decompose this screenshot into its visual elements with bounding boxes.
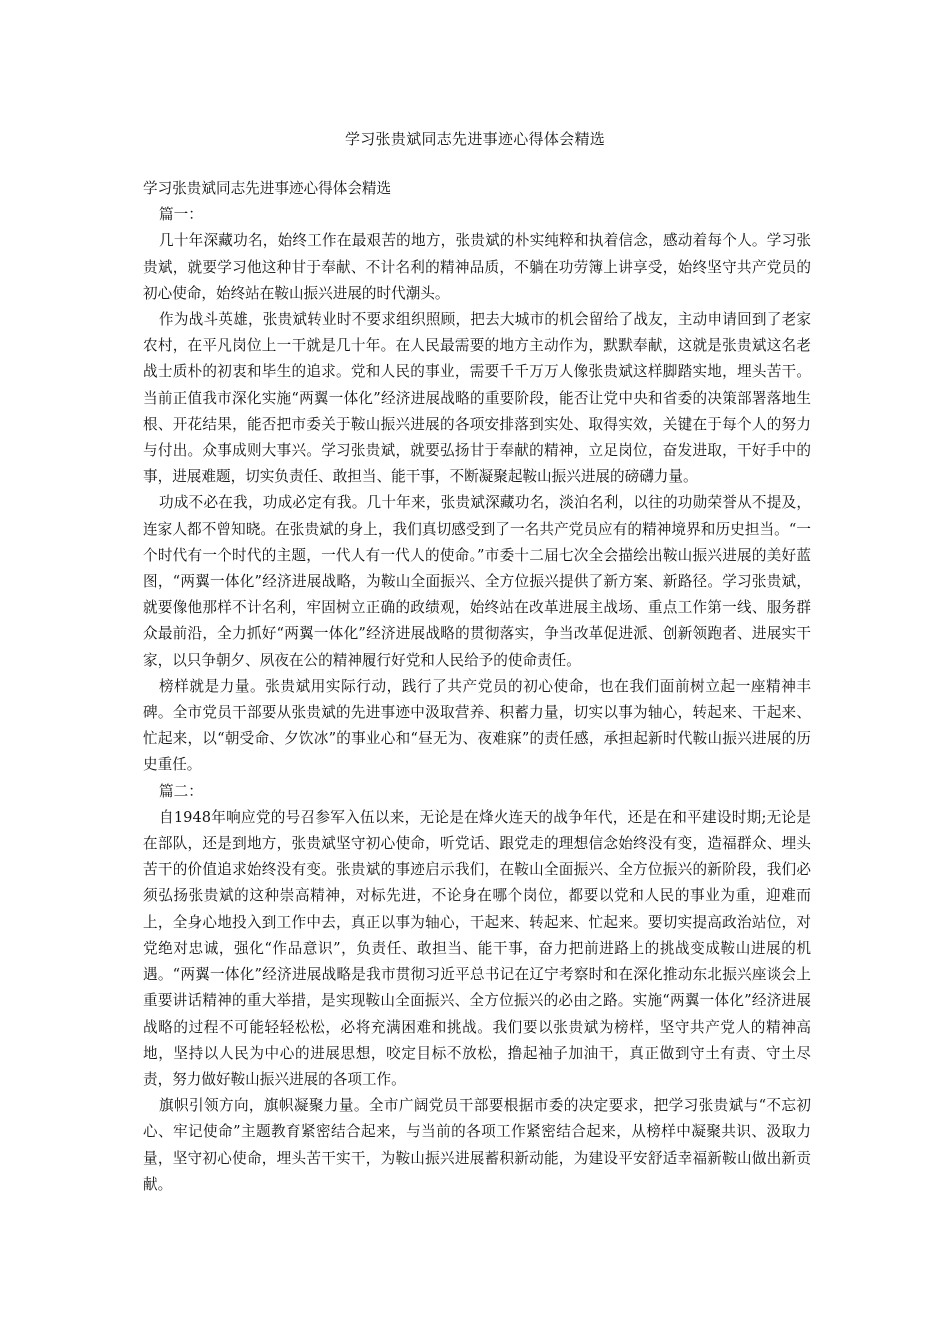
paragraph: 旗帜引领方向，旗帜凝聚力量。全市广阔党员干部要根据市委的决定要求，把学习张贵斌与“不忘初心、牢记使命”主题教育紧密结合起来，与当前的各项工作紧密结合起来，从榜样中凝聚共识、汲取力量，坚守初心使命，埋头苦干实干，为鞍山振兴进展蓄积新动能，为建设平安舒适幸福新鞍山做出新贡献。 xyxy=(143,1097,811,1193)
paragraph: 榜样就是力量。张贵斌用实际行动，践行了共产党员的初心使命，也在我们面前树立起一座精神丰碑。全市党员干部要从张贵斌的先进事迹中汲取营养、积蓄力量，切实以事为轴心，转起来、干起来、忙起来，以“朝受命、夕饮冰”的事业心和“昼无为、夜难寐”的责任感，承担起新时代鞍山振兴进展的历史重任。 xyxy=(143,677,811,774)
page-title: 学习张贵斌同志先进事迹心得体会精选 xyxy=(344,130,606,148)
section-two-label: 篇二： xyxy=(159,782,203,800)
paragraph: 功成不必在我，功成必定有我。几十年来，张贵斌深藏功名，淡泊名利，以往的功勋荣誉从不提及，连家人都不曾知晓。在张贵斌的身上，我们真切感受到了一名共产党员应有的精神境界和历史担当。“一个时代有一个时代的主题，一代人有一代人的使命。”市委十二届七次全会描绘出鞍山振兴进展的美好蓝图，“两翼一体化”经济进展战略，为鞍山全面振兴、全方位振兴提供了新方案、新路径。学习张贵斌，就要像他那样不计名利，牢固树立正确的政绩观，始终站在改革进展主战场、重点工作第一线、服务群众最前沿，全力抓好“两翼一体化”经济进展战略的贯彻落实，争当改革促进派、创新领跑者、进展实干家，以只争朝夕、夙夜在公的精神履行好党和人民给予的使命责任。 xyxy=(143,494,811,669)
document-body xyxy=(143,176,811,1198)
paragraph: 自1948年响应党的号召参军入伍以来，无论是在烽火连天的战争年代，还是在和平建设时期;无论是在部队，还是到地方，张贵斌坚守初心使命，听党话、跟党走的理想信念始终没有变，造福群众、埋头苦干的价值追求始终没有变。张贵斌的事迹启示我们，在鞍山全面振兴、全方位振兴的新阶段，我们必须弘扬张贵斌的这种崇高精神，对标先进，不论身在哪个岗位，都要以党和人民的事业为重，迎难而上，全身心地投入到工作中去，真正以事为轴心，干起来、转起来、忙起来。要切实提高政治站位，对党绝对忠诚，强化“作品意识”，负责任、敢担当、能干事，奋力把前进路上的挑战变成鞍山进展的机遇。“两翼一体化”经济进展战略是我市贯彻习近平总书记在辽宁考察时和在深化推动东北振兴座谈会上重要讲话精神的重大举措，是实现鞍山全面振兴、全方位振兴的必由之路。实施“两翼一体化”经济进展战略的过程不可能轻轻松松，必将充满困难和挑战。我们要以张贵斌为榜样，坚守共产党人的精神高地，坚持以人民为中心的进展思想，咬定目标不放松，撸起袖子加油干，真正做到守土有责、守土尽责，努力做好鞍山振兴进展的各项工作。 xyxy=(143,808,811,1088)
paragraph: 几十年深藏功名，始终工作在最艰苦的地方，张贵斌的朴实纯粹和执着信念，感动着每个人。学习张贵斌，就要学习他这种甘于奉献、不计名利的精神品质，不躺在功劳簿上讲享受，始终坚守共产党员的初心使命，始终站在鞍山振兴进展的时代潮头。 xyxy=(143,232,811,302)
section-one-label: 篇一： xyxy=(159,206,203,224)
paragraph: 作为战斗英雄，张贵斌转业时不要求组织照顾，把去大城市的机会留给了战友，主动申请回到了老家农村，在平凡岗位上一干就是几十年。在人民最需要的地方主动作为，默默奉献，这就是张贵斌这名老战士质朴的初衷和毕生的追求。党和人民的事业，需要千千万万人像张贵斌这样脚踏实地，埋头苦干。当前正值我市深化实施“两翼一体化”经济进展战略的重要阶段，能否让党中央和省委的决策部署落地生根、开花结果，能否把市委关于鞍山振兴进展的各项安排落到实处、取得实效，关键在于每个人的努力与付出。众事成则大事兴。学习张贵斌，就要弘扬甘于奉献的精神，立足岗位，奋发进取，干好手中的事，进展难题，切实负责任、敢担当、能干事，不断凝聚起鞍山振兴进展的磅礴力量。 xyxy=(143,311,811,486)
document-subtitle: 学习张贵斌同志先进事迹心得体会精选 xyxy=(143,180,392,197)
